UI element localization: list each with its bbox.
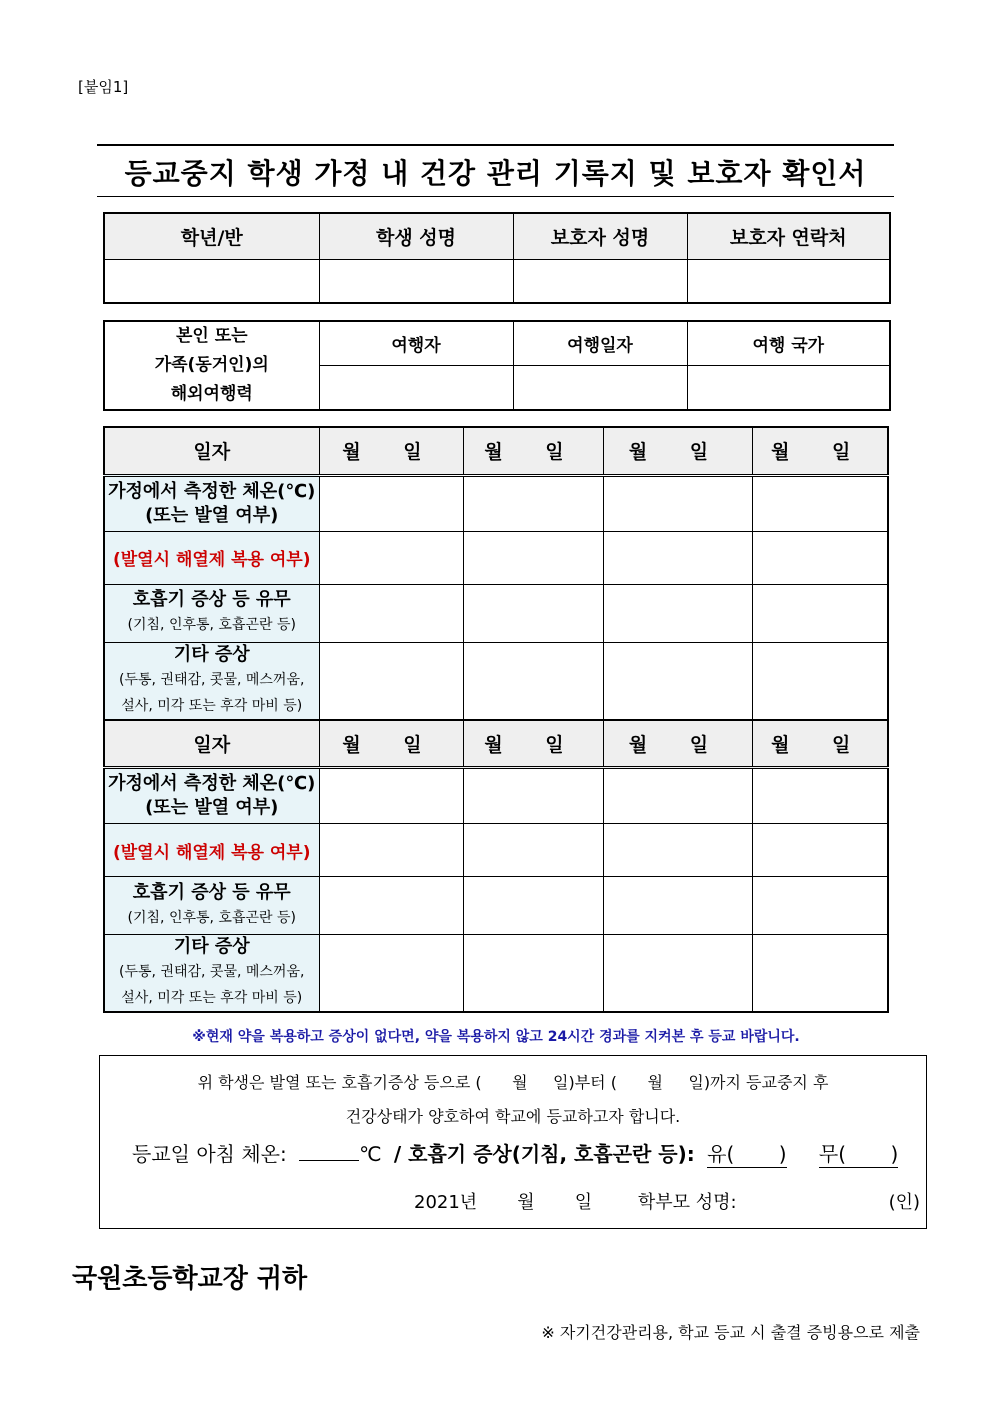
page-title: 등교중지 학생 가정 내 건강 관리 기록지 및 보호자 확인서 <box>124 157 867 190</box>
other-label-line2: (두통, 권태감, 콧물, 메스꺼움, <box>119 671 305 688</box>
guardian-name-field[interactable] <box>513 259 687 303</box>
record-cell[interactable] <box>752 584 888 642</box>
respiratory-label <box>104 877 319 935</box>
record-cell[interactable] <box>752 642 888 720</box>
confirmation-line2: 건강상태가 양호하여 학교에 등교하고자 합니다. <box>345 1107 681 1126</box>
respiratory-label-line1: 호흡기 증상 등 유무 <box>132 589 291 610</box>
date-cell[interactable]: 월 일 <box>603 427 752 475</box>
travel-history-table <box>103 320 891 411</box>
record-cell[interactable] <box>319 642 463 720</box>
record-cell[interactable] <box>319 475 463 531</box>
travel-label-line2: 가족(동거인)의 <box>154 355 269 375</box>
record-cell[interactable] <box>603 935 752 1013</box>
date-cell[interactable]: 월 일 <box>752 720 888 768</box>
travel-country-field[interactable] <box>687 366 890 411</box>
record-cell[interactable] <box>463 877 603 935</box>
other-label-line1: 기타 증상 <box>173 936 250 957</box>
temp-unit: ℃ <box>359 1142 382 1166</box>
health-record-table <box>103 426 889 1013</box>
header-travel-country: 여행 국가 <box>687 321 890 366</box>
record-cell[interactable] <box>463 475 603 531</box>
other-label-line3: 설사, 미각 또는 후각 마비 등) <box>121 697 303 714</box>
respiratory-label-line2: (기침, 인후통, 호흡곤란 등) <box>127 617 296 633</box>
other-symptoms-label <box>104 642 319 720</box>
medication-note: ※현재 약을 복용하고 증상이 없다면, 약을 복용하지 않고 24시간 경과를 지켜본 후 등교 바랍니다. <box>192 1029 800 1045</box>
temperature-label-line1: 가정에서 측정한 체온(℃) <box>108 480 316 502</box>
record-cell[interactable] <box>603 531 752 584</box>
record-cell[interactable] <box>463 935 603 1013</box>
record-cell[interactable] <box>603 877 752 935</box>
record-cell[interactable] <box>752 824 888 877</box>
student-name-field[interactable] <box>319 259 513 303</box>
record-cell[interactable] <box>752 935 888 1013</box>
antipyretic-label: (발열시 해열제 복용 여부) <box>104 531 319 584</box>
other-symptoms-label <box>104 935 319 1013</box>
title-box <box>97 144 894 197</box>
record-cell[interactable] <box>319 877 463 935</box>
guardian-confirmation-box <box>99 1055 927 1229</box>
respiratory-symptom-label: / 호흡기 증상(기침, 호흡곤란 등): <box>393 1142 695 1166</box>
confirmation-line1: 위 학생은 발열 또는 호흡기증상 등으로 ( 월 일)부터 ( 월 일)까지 등교중지 후 <box>197 1073 829 1092</box>
temperature-label-line2: (또는 발열 여부) <box>145 797 279 818</box>
record-cell[interactable] <box>752 768 888 824</box>
record-cell[interactable] <box>319 824 463 877</box>
date-cell[interactable]: 월 일 <box>752 427 888 475</box>
record-cell[interactable] <box>603 475 752 531</box>
antipyretic-label: (발열시 해열제 복용 여부) <box>104 824 319 877</box>
temperature-symptom-line <box>132 1138 898 1168</box>
morning-temp-field[interactable] <box>299 1160 359 1161</box>
respiratory-label <box>104 584 319 642</box>
date-cell[interactable]: 월 일 <box>463 427 603 475</box>
date-cell[interactable]: 월 일 <box>319 720 463 768</box>
record-cell[interactable] <box>463 531 603 584</box>
temperature-label <box>104 475 319 531</box>
header-guardian-contact: 보호자 연락처 <box>687 213 890 259</box>
record-cell[interactable] <box>319 531 463 584</box>
respiratory-label-line1: 호흡기 증상 등 유무 <box>132 881 291 903</box>
symptom-no-field[interactable]: 무( ) <box>819 1138 898 1168</box>
respiratory-label-line2: (기침, 인후통, 호흡곤란 등) <box>127 909 296 926</box>
temperature-label-line2: (또는 발열 여부) <box>145 504 279 526</box>
temperature-label-line1: 가정에서 측정한 체온(℃) <box>108 773 316 794</box>
record-cell[interactable] <box>603 768 752 824</box>
header-student-name: 학생 성명 <box>319 213 513 259</box>
travel-label-line1: 본인 또는 <box>175 326 248 346</box>
record-cell[interactable] <box>603 824 752 877</box>
record-cell[interactable] <box>463 642 603 720</box>
date-cell[interactable]: 월 일 <box>463 720 603 768</box>
travel-label-line3: 해외여행력 <box>170 384 253 404</box>
date-label: 일자 <box>104 427 319 475</box>
travel-history-label <box>104 321 319 410</box>
date-cell[interactable]: 월 일 <box>603 720 752 768</box>
seal-mark: (인) <box>888 1192 920 1213</box>
record-cell[interactable] <box>319 768 463 824</box>
date-cell[interactable]: 월 일 <box>319 427 463 475</box>
record-cell[interactable] <box>603 642 752 720</box>
attachment-label: [붙임1] <box>78 78 129 96</box>
header-grade-class: 학년/반 <box>104 213 319 259</box>
record-cell[interactable] <box>752 475 888 531</box>
record-cell[interactable] <box>463 584 603 642</box>
record-cell[interactable] <box>463 768 603 824</box>
record-cell[interactable] <box>752 531 888 584</box>
other-label-line2: (두통, 권태감, 콧물, 메스꺼움, <box>119 964 305 980</box>
traveler-field[interactable] <box>319 366 513 411</box>
other-label-line3: 설사, 미각 또는 후각 마비 등) <box>121 990 303 1006</box>
header-traveler: 여행자 <box>319 321 513 366</box>
student-info-table <box>103 212 891 304</box>
grade-class-field[interactable] <box>104 259 319 303</box>
signature-date-line: 2021년 월 일 학부모 성명: <box>414 1192 737 1213</box>
other-label-line1: 기타 증상 <box>173 643 250 665</box>
temperature-label <box>104 768 319 824</box>
symptom-yes-field[interactable]: 유( ) <box>707 1138 786 1168</box>
header-guardian-name: 보호자 성명 <box>513 213 687 259</box>
footer-note: ※ 자기건강관리용, 학교 등교 시 출결 증빙용으로 제출 <box>541 1323 920 1342</box>
record-cell[interactable] <box>752 877 888 935</box>
travel-date-field[interactable] <box>513 366 687 411</box>
header-travel-date: 여행일자 <box>513 321 687 366</box>
date-label: 일자 <box>104 720 319 768</box>
record-cell[interactable] <box>463 824 603 877</box>
guardian-contact-field[interactable] <box>687 259 890 303</box>
recipient: 국원초등학교장 귀하 <box>72 1264 308 1294</box>
record-cell[interactable] <box>603 584 752 642</box>
morning-temp-label: 등교일 아침 체온: <box>132 1142 287 1166</box>
record-cell[interactable] <box>319 584 463 642</box>
record-cell[interactable] <box>319 935 463 1013</box>
